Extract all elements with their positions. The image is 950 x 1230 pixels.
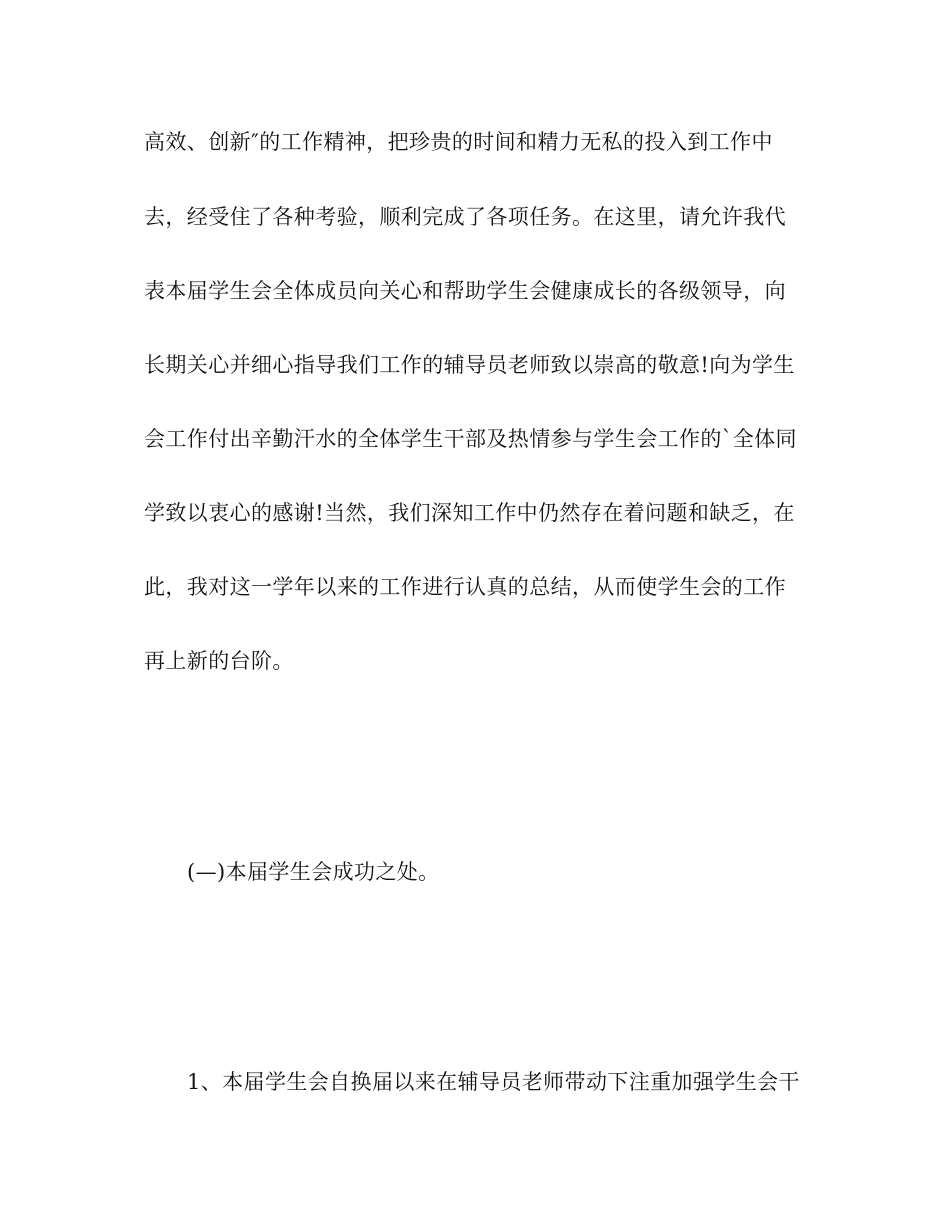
paragraph-line: 表本届学生会全体成员向关心和帮助学生会健康成长的各级领导，向 xyxy=(144,279,786,303)
paragraph-line: 学致以衷心的感谢!当然，我们深知工作中仍然存在着问题和缺乏，在 xyxy=(144,501,795,525)
paragraph-line: 此，我对这一学年以来的工作进行认真的总结，从而使学生会的工作 xyxy=(144,575,786,599)
paragraph-line: 再上新的台阶。 xyxy=(144,649,294,673)
paragraph-line: 会工作付出辛勤汗水的全体学生干部及热情参与学生会工作的`全体同 xyxy=(144,427,797,451)
paragraph-line: 高效、创新″的工作精神，把珍贵的时间和精力无私的投入到工作中 xyxy=(144,130,773,154)
section-heading: (—)本届学生会成功之处。 xyxy=(187,860,440,884)
paragraph-line: 长期关心并细心指导我们工作的辅导员老师致以崇高的敬意!向为学生 xyxy=(144,353,795,377)
paragraph-line: 去，经受住了各种考验，顺利完成了各项任务。在这里，请允许我代 xyxy=(144,205,786,229)
list-item-text: 1、本届学生会自换届以来在辅导员老师带动下注重加强学生会干 xyxy=(187,1070,800,1094)
